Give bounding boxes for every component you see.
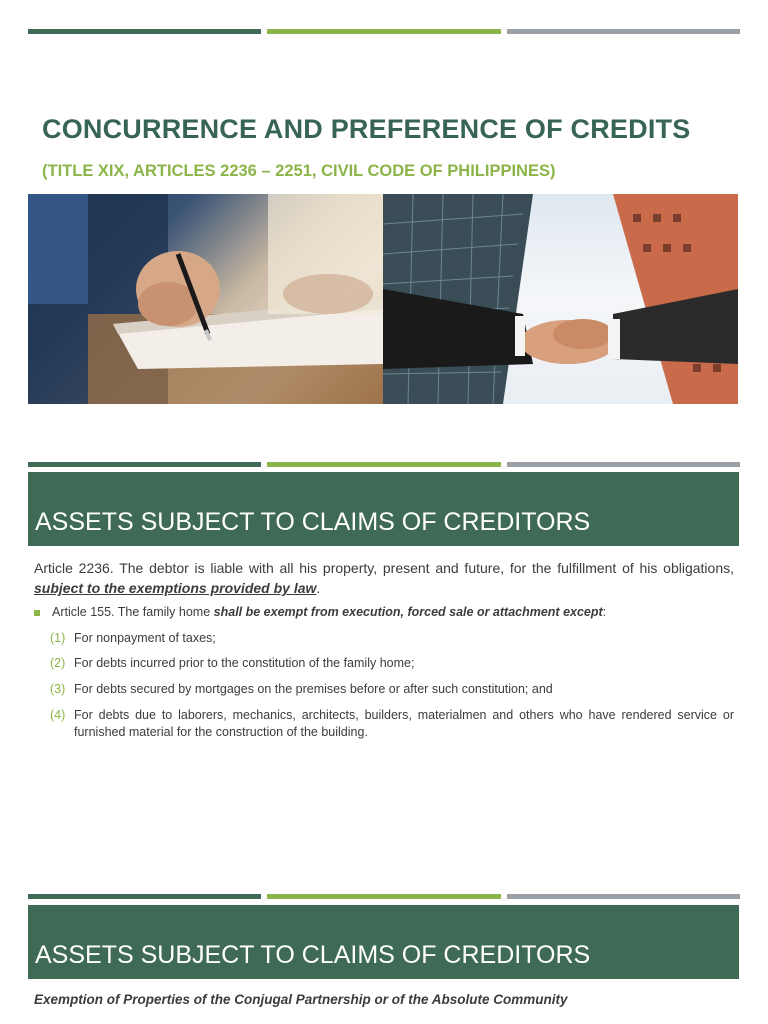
list-item <box>50 681 734 698</box>
list-item <box>50 630 734 647</box>
article-2236-paragraph <box>34 558 734 598</box>
bar-dark-green <box>28 462 261 467</box>
item-text: For debts incurred prior to the constitution of the family home; <box>74 656 415 670</box>
bullet-prefix: Article 155. The family home <box>52 605 214 619</box>
list-item <box>50 707 734 741</box>
article-end: . <box>316 580 321 596</box>
item-number: (2) <box>50 656 66 670</box>
article-emphasis: subject to the exemptions provided by law <box>34 580 317 596</box>
bullet-square-icon <box>34 610 40 616</box>
slide-subtitle: (TITLE XIX, ARTICLES 2236 – 2251, CIVIL CODE OF PHILIPPINES) <box>42 162 556 180</box>
bar-dark-green <box>28 29 261 34</box>
bar-light-green <box>267 894 500 899</box>
section-header: ASSETS SUBJECT TO CLAIMS OF CREDITORS <box>35 941 591 969</box>
article-intro: Article 2236. The debtor is liable with all his property, present and future, for the fulfillment of his obligations, <box>34 560 734 576</box>
article-155-bullet <box>34 605 734 619</box>
decorative-bars-slide3 <box>28 894 740 899</box>
list-item <box>50 655 734 672</box>
bullet-emphasis: shall be exempt from execution, forced sale or attachment except <box>213 605 603 619</box>
bar-light-green <box>267 462 500 467</box>
slide-title: CONCURRENCE AND PREFERENCE OF CREDITS <box>42 114 691 144</box>
item-text: For debts secured by mortgages on the premises before or after such constitution; and <box>74 682 553 696</box>
bar-gray <box>507 894 740 899</box>
bar-gray <box>507 462 740 467</box>
bar-light-green <box>267 29 500 34</box>
section-header: ASSETS SUBJECT TO CLAIMS OF CREDITORS <box>35 508 591 536</box>
section-subheading: Exemption of Properties of the Conjugal Partnership or of the Absolute Community <box>34 992 568 1007</box>
handshake-photo <box>383 194 738 404</box>
item-number: (1) <box>50 631 66 645</box>
bar-dark-green <box>28 894 261 899</box>
photo-strip <box>28 194 738 404</box>
decorative-bars-slide2 <box>28 462 740 467</box>
item-text: For nonpayment of taxes; <box>74 631 216 645</box>
decorative-bars-top <box>28 29 740 34</box>
signing-document-photo <box>28 194 383 404</box>
item-text: For debts due to laborers, mechanics, architects, builders, materialmen and others who have rendered service or furnished material for the construction of the building. <box>74 708 734 739</box>
section-header-band <box>28 472 739 546</box>
item-number: (3) <box>50 682 66 696</box>
section-header-band <box>28 905 739 979</box>
bar-gray <box>507 29 740 34</box>
item-number: (4) <box>50 708 66 722</box>
bullet-end: : <box>602 605 607 619</box>
